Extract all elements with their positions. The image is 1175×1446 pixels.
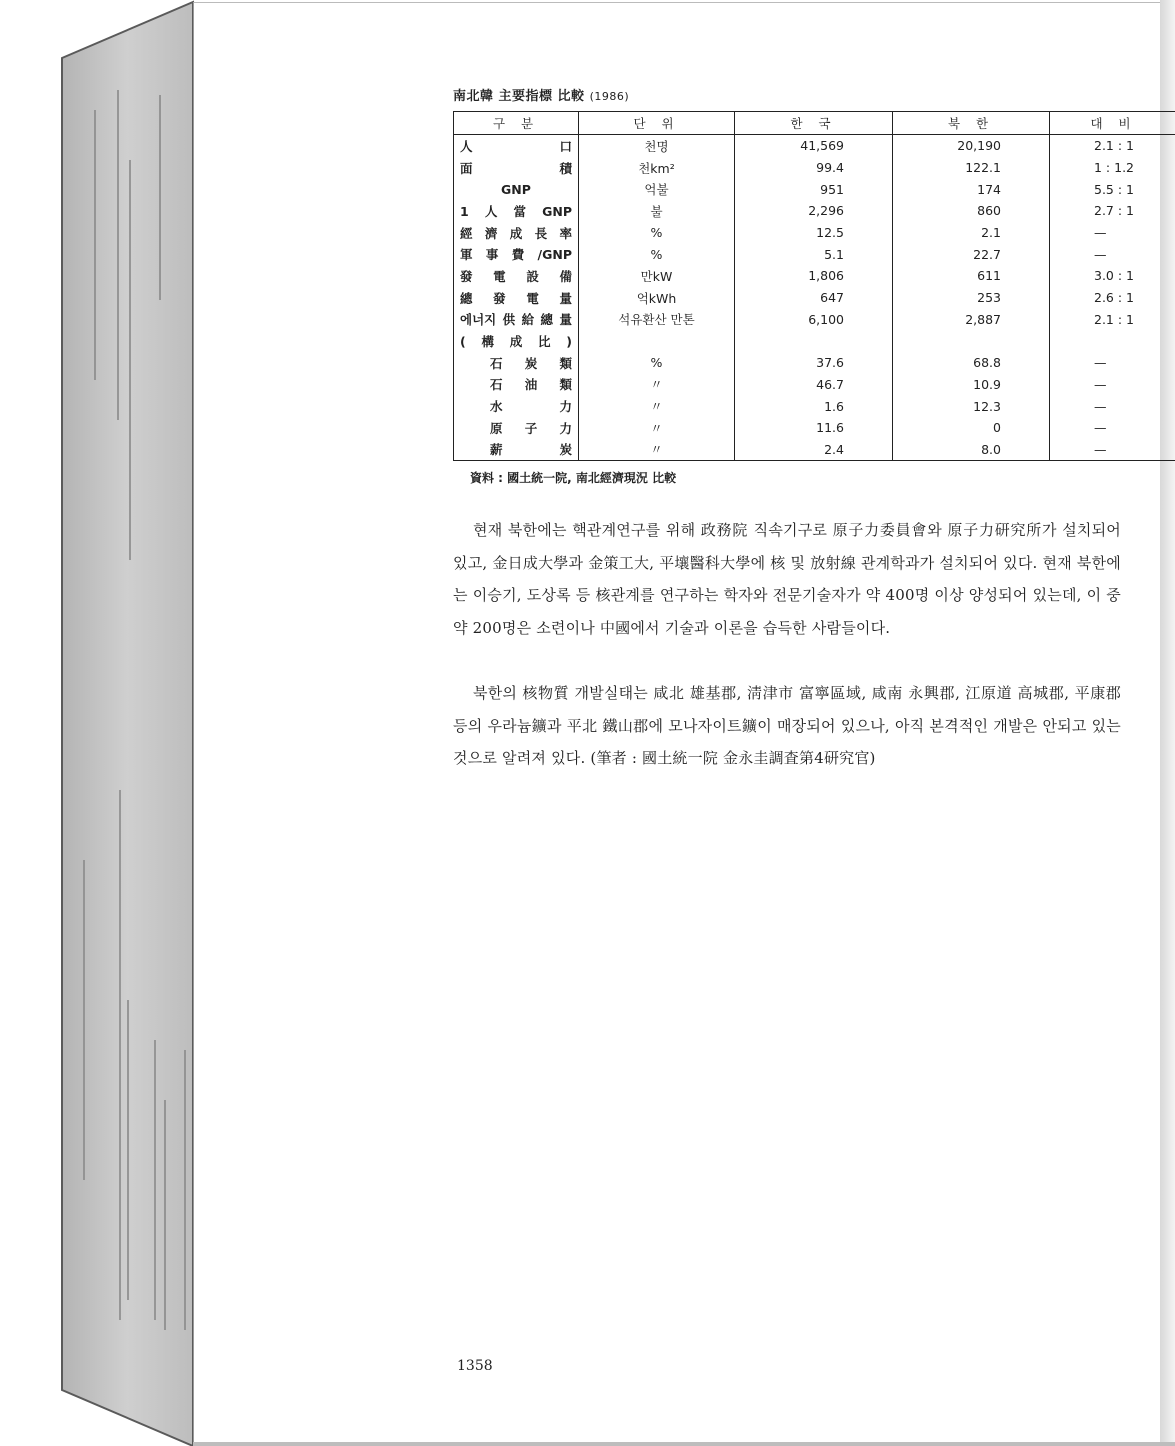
row-north-value: 8.0 [893, 439, 1050, 461]
row-label: 1人當GNP [454, 200, 579, 222]
table-row [454, 157, 1175, 179]
row-south-value: 37.6 [735, 352, 893, 374]
row-unit: % [579, 243, 735, 265]
row-unit: 억kWh [579, 287, 735, 309]
row-unit: 〃 [579, 439, 735, 461]
row-north-value: 12.3 [893, 395, 1050, 417]
row-label: 原子力 [454, 417, 579, 439]
row-unit: 만kW [579, 265, 735, 287]
row-ratio: — [1050, 222, 1175, 244]
row-south-value: 5.1 [735, 243, 893, 265]
row-south-value: 99.4 [735, 157, 893, 179]
row-north-value: 2,887 [893, 309, 1050, 331]
header-unit: 단 위 [579, 112, 735, 135]
row-north-value: 0 [893, 417, 1050, 439]
row-north-value: 10.9 [893, 374, 1050, 396]
body-paragraph-2: 북한의 核物質 개발실태는 咸北 雄基郡, 淸津市 富寧區域, 咸南 永興郡, 江原道 高城郡, 平康郡 등의 우라늄鑛과 平北 鐵山郡에 모나자이트鑛이 매장되어 있으나, 아직 본격적인 개발은 안되고 있는 것으로 알려져 있다. (筆者 : 國土統一院 金永圭調査第4研究官) [453, 684, 1121, 768]
row-ratio: 2.1 : 1 [1050, 309, 1175, 331]
row-label: GNP [454, 178, 579, 200]
row-ratio: 2.1 : 1 [1050, 135, 1175, 157]
row-north-value: 253 [893, 287, 1050, 309]
row-south-value: 6,100 [735, 309, 893, 331]
row-ratio: 1 : 1.2 [1050, 157, 1175, 179]
table-row [454, 374, 1175, 396]
table-row [454, 330, 1175, 352]
row-label: 軍事費/GNP [454, 243, 579, 265]
row-label: 에너지供給總量 [454, 309, 579, 331]
row-north-value: 611 [893, 265, 1050, 287]
row-ratio: — [1050, 243, 1175, 265]
row-unit: 천km² [579, 157, 735, 179]
page-number: 1358 [457, 1358, 493, 1374]
table-row [454, 200, 1175, 222]
row-label: 面積 [454, 157, 579, 179]
row-label: (構成比) [454, 330, 579, 352]
row-south-value: 12.5 [735, 222, 893, 244]
header-south-korea: 한 국 [735, 112, 893, 135]
table-row [454, 439, 1175, 461]
row-south-value: 1.6 [735, 395, 893, 417]
row-north-value: 68.8 [893, 352, 1050, 374]
row-label: 發電設備 [454, 265, 579, 287]
row-label: 總發電量 [454, 287, 579, 309]
row-south-value: 41,569 [735, 135, 893, 157]
header-category: 구 분 [454, 112, 579, 135]
row-unit [579, 330, 735, 352]
row-unit: 〃 [579, 417, 735, 439]
table-title [453, 85, 629, 104]
table-row [454, 243, 1175, 265]
row-unit: % [579, 222, 735, 244]
row-ratio [1050, 330, 1175, 352]
page-bottom-shadow [193, 1442, 1175, 1446]
row-unit: 석유환산 만톤 [579, 309, 735, 331]
row-ratio: — [1050, 374, 1175, 396]
row-south-value [735, 330, 893, 352]
table-year: (1986) [589, 90, 630, 103]
row-unit: 억불 [579, 178, 735, 200]
table-row [454, 352, 1175, 374]
row-ratio: 3.0 : 1 [1050, 265, 1175, 287]
row-north-value: 174 [893, 178, 1050, 200]
indicators-table [453, 111, 1175, 461]
table-row [454, 135, 1175, 157]
row-south-value: 11.6 [735, 417, 893, 439]
table-row [454, 395, 1175, 417]
row-ratio: — [1050, 439, 1175, 461]
row-south-value: 647 [735, 287, 893, 309]
table-row [454, 265, 1175, 287]
row-label: 薪炭 [454, 439, 579, 461]
row-north-value [893, 330, 1050, 352]
row-unit: 불 [579, 200, 735, 222]
row-unit: 〃 [579, 374, 735, 396]
row-ratio: 2.6 : 1 [1050, 287, 1175, 309]
row-south-value: 2,296 [735, 200, 893, 222]
row-south-value: 951 [735, 178, 893, 200]
table-title-text: 南北韓 主要指標 比較 [453, 89, 585, 104]
table-row [454, 287, 1175, 309]
row-north-value: 2.1 [893, 222, 1050, 244]
row-ratio: — [1050, 395, 1175, 417]
row-label: 水力 [454, 395, 579, 417]
row-ratio: — [1050, 352, 1175, 374]
row-label: 經濟成長率 [454, 222, 579, 244]
row-north-value: 860 [893, 200, 1050, 222]
row-ratio: 5.5 : 1 [1050, 178, 1175, 200]
row-south-value: 46.7 [735, 374, 893, 396]
row-north-value: 20,190 [893, 135, 1050, 157]
header-ratio: 대 비 [1050, 112, 1175, 135]
header-north-korea: 북 한 [893, 112, 1050, 135]
row-ratio: 2.7 : 1 [1050, 200, 1175, 222]
table-row [454, 222, 1175, 244]
row-north-value: 122.1 [893, 157, 1050, 179]
row-ratio: — [1050, 417, 1175, 439]
body-paragraph-1: 현재 북한에는 핵관계연구를 위해 政務院 직속기구로 原子力委員會와 原子力研究所가 설치되어 있고, 金日成大學과 金策工大, 平壤醫科大學에 核 및 放射線 관계학과가 설치되어 있다. 현재 북한에는 이승기, 도상록 등 核관계를 연구하는 학자와 전문기술자가 약 400명 이상 양성되어 있는데, 이 중 약 200명은 소련이나 中國에서 기술과 이론을 습득한 사람들이다. [453, 521, 1121, 637]
table-row [454, 178, 1175, 200]
row-label: 石油類 [454, 374, 579, 396]
row-south-value: 1,806 [735, 265, 893, 287]
row-unit: % [579, 352, 735, 374]
table-row [454, 309, 1175, 331]
row-north-value: 22.7 [893, 243, 1050, 265]
row-unit: 천명 [579, 135, 735, 157]
table-source-note: 資料 : 國土統一院, 南北經濟現況 比較 [470, 471, 677, 485]
table-header-row [454, 112, 1175, 135]
row-label: 人口 [454, 135, 579, 157]
table-row [454, 417, 1175, 439]
row-south-value: 2.4 [735, 439, 893, 461]
row-label: 石炭類 [454, 352, 579, 374]
row-unit: 〃 [579, 395, 735, 417]
